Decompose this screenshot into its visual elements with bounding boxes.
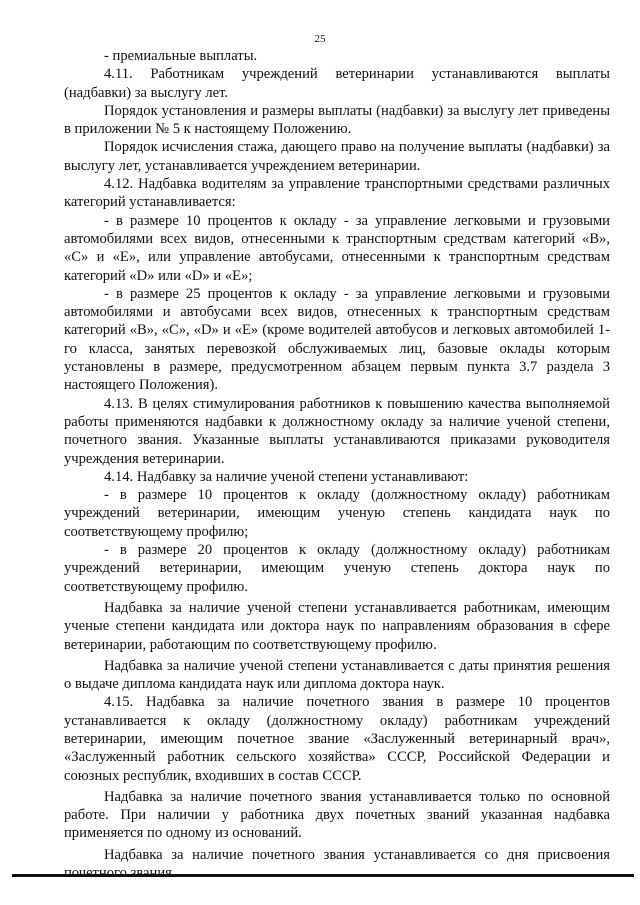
document-body [64, 47, 610, 882]
paragraph-4-14: 4.14. Надбавку за наличие ученой степени устанавливают: [104, 468, 469, 485]
paragraph-title-start-date: Надбавка за наличие почетного звания устанавливается со дня присвоения [104, 846, 610, 863]
paragraph-4-12: 4.12. Надбавка водителям за управление транспортными средствами различных категорий устанавливается: [64, 176, 610, 211]
paragraph-bonus-payments: - премиальные выплаты. [104, 48, 258, 64]
paragraph-4-15: 4.15. Надбавка за наличие почетного звания в размере 10 процентов устанавливается к окладу (должностному окладу) работникам учреждений ветеринарии, имеющим почетное звание «Заслуженный ветеринарный врач», «Заслуженный работник сельского хозяйства» СССР, Российской Федерации и союзных республик, входивших в состав СССР. [64, 694, 610, 784]
page-number: 25 [314, 33, 326, 45]
paragraph-driver-25-percent: - в размере 25 процентов к окладу - за управление легковыми и грузовыми автомобилями и автобусами всех видов, отнесенных к транспортным средствам категорий «В», «С», «D» и «Е» (кроме водителей автобусов и легковых автомобилей 1-го класса, занятых перевозкой обслуживаемых лиц, базовые оклады которым установлены в размере, предусмотренном абзацем первым пункта 3.7 раздела 3 настоящего Положения). [64, 285, 610, 394]
page-bottom-rule [12, 874, 634, 877]
paragraph-seniority-procedure: Порядок установления и размеры выплаты (надбавки) за выслугу лет приведены в приложении № 5 к настоящему Положению. [64, 102, 610, 138]
paragraph-doctor-degree: - в размере 20 процентов к окладу (должностному окладу) работникам учреждений ветеринарии, имеющим ученую степень доктора наук по соответствующему профилю. [64, 542, 610, 595]
paragraph-title-main-work: Надбавка за наличие почетного звания устанавливается только по основной работе. При наличии у работника двух почетных званий указанная надбавка применяется по одному из оснований. [64, 788, 610, 842]
paragraph-4-13: 4.13. В целях стимулирования работников к повышению качества выполняемой работы применяются надбавки к должностному окладу за наличие ученой степени, почетного звания. Указанные выплаты устанавливаются приказами руководителя учреждения ветеринарии. [64, 395, 610, 467]
paragraph-4-11: 4.11. Работникам учреждений ветеринарии устанавливаются выплаты (надбавки) за выслугу лет. [64, 66, 610, 101]
paragraph-degree-eligibility: Надбавка за наличие ученой степени устанавливается работникам, имеющим ученые степени кандидата или доктора наук по направлениям образования в сфере ветеринарии, работающим по соответствующему профилю. [64, 599, 610, 653]
paragraph-seniority-calculation: Порядок исчисления стажа, дающего право на получение выплаты (надбавки) за выслугу лет, устанавливается учреждением ветеринарии. [64, 139, 610, 174]
paragraph-candidate-degree: - в размере 10 процентов к окладу (должностному окладу) работникам учреждений ветеринарии, имеющим ученую степень кандидата наук по соответствующему профилю; [64, 487, 610, 540]
paragraph-driver-10-percent: - в размере 10 процентов к окладу - за управление легковыми и грузовыми автомобилями всех видов, отнесенными к транспортным средствам категорий «В», «С» и «Е», или управление автобусами, отнесенными к транспортным средствам категорий «D» или «D» и «Е»; [64, 212, 610, 284]
paragraph-degree-start-date: Надбавка за наличие ученой степени устанавливается с даты принятия решения о выдаче диплома кандидата наук или диплома доктора наук. [64, 657, 610, 693]
